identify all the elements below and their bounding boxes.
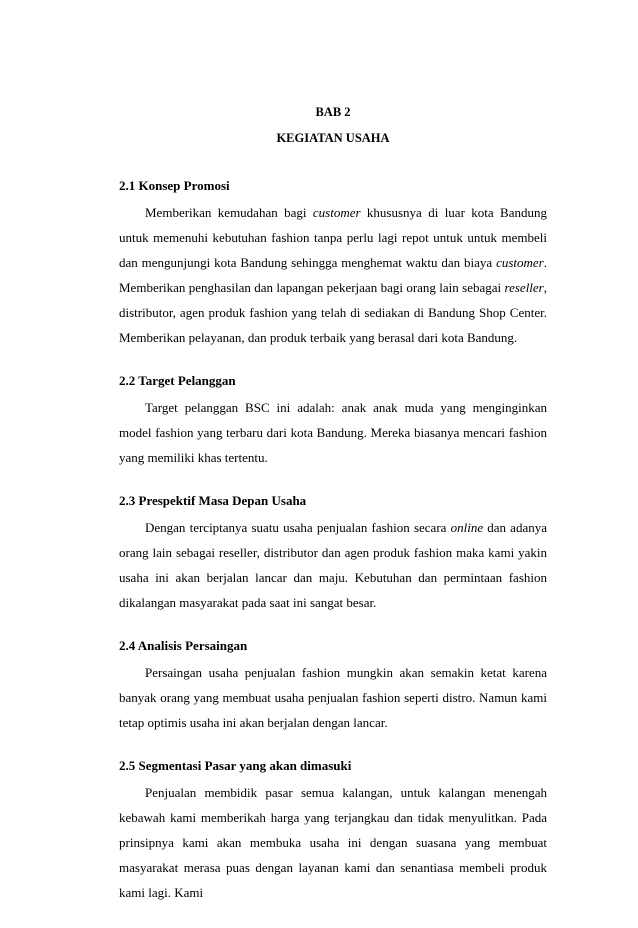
italic-term: online xyxy=(450,520,484,535)
section-paragraph xyxy=(119,200,547,350)
section-title: 2.3 Prespektif Masa Depan Usaha xyxy=(119,493,307,508)
chapter-title: KEGIATAN USAHA xyxy=(276,131,390,145)
chapter-heading xyxy=(119,104,547,146)
section-paragraph xyxy=(119,515,547,615)
paragraph-text: . Memberikan penghasilan dan lapangan pekerjaan bagi orang lain sebagai xyxy=(119,255,547,295)
section-target-pelanggan xyxy=(119,373,547,470)
paragraph-text: khususnya di luar kota Bandung untuk memenuhi kebutuhan fashion tanpa perlu lagi repot untuk untuk membeli dan mengunjungi kota Bandung sehingga menghemat waktu dan biaya xyxy=(119,205,547,270)
document-page xyxy=(119,104,547,928)
paragraph-text: Dengan terciptanya suatu usaha penjualan fashion secara xyxy=(145,520,451,535)
paragraph-text: dan adanya orang lain sebagai reseller, distributor dan agen produk fashion maka kami yakin usaha ini akan berjalan lancar dan maju. Kebutuhan dan permintaan fashion dikalangan masyarakat pada saat ini sangat besar. xyxy=(119,520,547,610)
italic-term: customer xyxy=(496,255,544,270)
section-title: 2.1 Konsep Promosi xyxy=(119,178,230,193)
section-prespektif-masa-depan xyxy=(119,493,547,615)
chapter-number: BAB 2 xyxy=(315,105,351,119)
paragraph-text: Memberikan kemudahan bagi xyxy=(145,205,313,220)
section-paragraph: Persaingan usaha penjualan fashion mungkin akan semakin ketat karena banyak orang yang membuat usaha penjualan fashion seperti distro. Namun kami tetap optimis usaha ini akan berjalan dengan lancar. xyxy=(119,665,547,730)
section-analisis-persaingan xyxy=(119,638,547,735)
paragraph-text: , distributor, agen produk fashion yang telah di sediakan di Bandung Shop Center. Memberikan pelayanan, dan produk terbaik yang berasal dari kota Bandung. xyxy=(119,280,547,345)
section-konsep-promosi xyxy=(119,178,547,350)
section-title: 2.5 Segmentasi Pasar yang akan dimasuki xyxy=(119,758,352,773)
section-segmentasi-pasar xyxy=(119,758,547,905)
section-paragraph: Penjualan membidik pasar semua kalangan, untuk kalangan menengah kebawah kami memberikah harga yang terjangkau dan tidak menyulitkan. Pada prinsipnya kami akan membuka usaha ini dengan suasana yang membuat masyarakat merasa puas dengan layanan kami dan senantiasa membeli produk kami lagi. Kami xyxy=(119,785,547,900)
section-title: 2.2 Target Pelanggan xyxy=(119,373,236,388)
section-paragraph: Target pelanggan BSC ini adalah: anak anak muda yang menginginkan model fashion yang terbaru dari kota Bandung. Mereka biasanya mencari fashion yang memiliki khas tertentu. xyxy=(119,400,547,465)
italic-term: customer xyxy=(312,205,361,220)
italic-term: reseller xyxy=(504,280,544,295)
section-title: 2.4 Analisis Persaingan xyxy=(119,638,248,653)
